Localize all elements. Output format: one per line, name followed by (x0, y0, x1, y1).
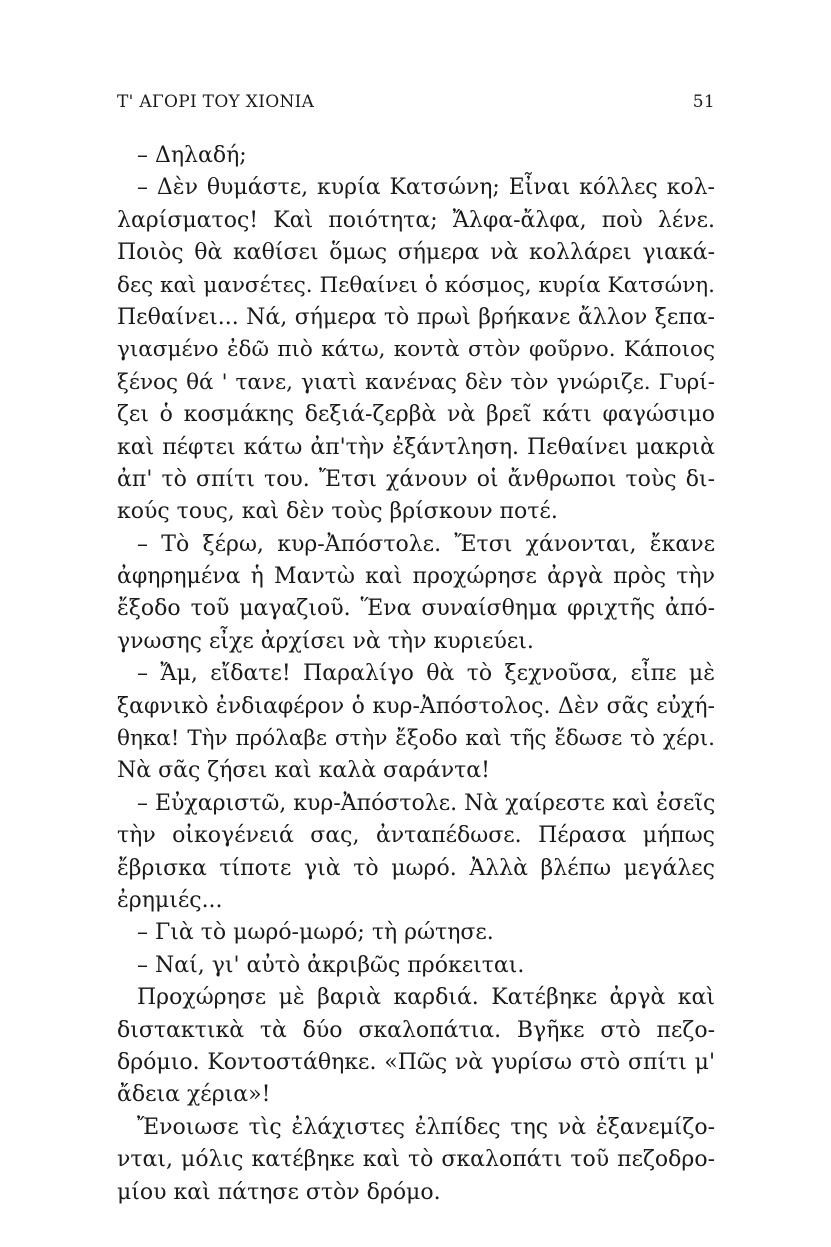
page-number: 51 (692, 92, 715, 112)
text-line: Πεθαίνει... Νά, σήμερα τὸ πρωὶ βρήκανε ἄλλον ξεπα- (117, 304, 715, 330)
text-line: ἔξοδο τοῦ μαγαζιοῦ. Ἕνα συναίσθημα φριχτῆς ἀπό- (117, 596, 715, 622)
text-line: ξένος θά ' τανε, γιατὶ κανένας δὲν τὸν γνώριζε. Γυρί- (117, 369, 715, 395)
body-text (117, 140, 715, 1209)
text-line: ἀφηρημένα ἡ Μαντὼ καὶ προχώρησε ἀργὰ πρὸς τὴν (117, 564, 715, 590)
text-line: – Δὲν θυμάστε, κυρία Κατσώνη; Εἶναι κόλλες κολ- (137, 175, 715, 201)
text-line: – Ναί, γι' αὐτὸ ἀκριβῶς πρόκειται. (137, 952, 525, 978)
running-header (117, 92, 715, 116)
text-line: – Δηλαδή; (137, 143, 247, 168)
text-line: Ἔνοιωσε τὶς ἐλάχιστες ἐλπίδες της νὰ ἐξανεμίζο- (137, 1114, 715, 1140)
text-line: – Ἄμ, εἴδατε! Παραλίγο θὰ τὸ ξεχνοῦσα, εἶπε μὲ (137, 661, 715, 687)
text-line: καὶ πέφτει κάτω ἀπ'τὴν ἐξάντληση. Πεθαίνει μακριὰ (117, 434, 715, 460)
text-line: ζει ὁ κοσμάκης δεξιά-ζερβὰ νὰ βρεῖ κάτι φαγώσιμο (117, 402, 715, 428)
text-line: γιασμένο ἐδῶ πιὸ κάτω, κοντὰ στὸν φοῦρνο. Κάποιος (117, 337, 715, 363)
text-line: κούς τους, καὶ δὲν τοὺς βρίσκουν ποτέ. (117, 499, 558, 525)
text-line: ἄδεια χέρια»! (117, 1082, 271, 1108)
text-line: νται, μόλις κατέβηκε καὶ τὸ σκαλοπάτι τοῦ πεζοδρο- (117, 1147, 715, 1173)
text-line: – Τὸ ξέρω, κυρ-Ἀπόστολε. Ἔτσι χάνονται, ἔκανε (137, 531, 715, 557)
text-line: ξαφνικὸ ἐνδιαφέρον ὁ κυρ-Ἀπόστολος. Δὲν σᾶς εὐχή- (117, 693, 715, 719)
text-line: – Εὐχαριστῶ, κυρ-Ἀπόστολε. Νὰ χαίρεστε καὶ ἐσεῖς (137, 790, 716, 816)
text-line: ἔβρισκα τίποτε γιὰ τὸ μωρό. Ἀλλὰ βλέπω μεγάλες (117, 855, 715, 881)
text-line: Νὰ σᾶς ζήσει καὶ καλὰ σαράντα! (117, 758, 490, 784)
text-line: Ποιὸς θὰ καθίσει ὅμως σήμερα νὰ κολλάρει γιακά- (117, 240, 715, 266)
text-line: μίου καὶ πάτησε στὸν δρόμο. (117, 1179, 441, 1205)
text-line: Προχώρησε μὲ βαριὰ καρδιά. Κατέβηκε ἀργὰ καὶ (137, 985, 715, 1011)
text-line: γνωσης εἶχε ἀρχίσει νὰ τὴν κυριεύει. (117, 628, 534, 654)
text-line: διστακτικὰ τὰ δύο σκαλοπάτια. Βγῆκε στὸ πεζο- (117, 1017, 715, 1043)
text-line: θηκα! Τὴν πρόλαβε στὴν ἔξοδο καὶ τῆς ἔδωσε τὸ χέρι. (117, 726, 715, 752)
text-line: τὴν οἰκογένειά σας, ἀνταπέδωσε. Πέρασα μήπως (117, 823, 715, 849)
text-line: δες καὶ μανσέτες. Πεθαίνει ὁ κόσμος, κυρία Κατσώνη. (117, 272, 715, 298)
text-line: δρόμιο. Κοντοστάθηκε. «Πῶς νὰ γυρίσω στὸ σπίτι μ' (117, 1049, 715, 1075)
text-line: – Γιὰ τὸ μωρό-μωρό; τὴ ρώτησε. (137, 920, 494, 946)
text-line: λαρίσματος! Καὶ ποιότητα; Ἄλφα-ἄλφα, ποὺ λένε. (117, 207, 715, 233)
text-line: ἐρημιές... (117, 887, 223, 913)
running-title: Τ' ΑΓΟΡΙ ΤΟΥ ΧΙΟΝΙΑ (117, 92, 315, 112)
text-line: ἀπ' τὸ σπίτι του. Ἔτσι χάνουν οἱ ἄνθρωποι τοὺς δι- (117, 466, 715, 492)
